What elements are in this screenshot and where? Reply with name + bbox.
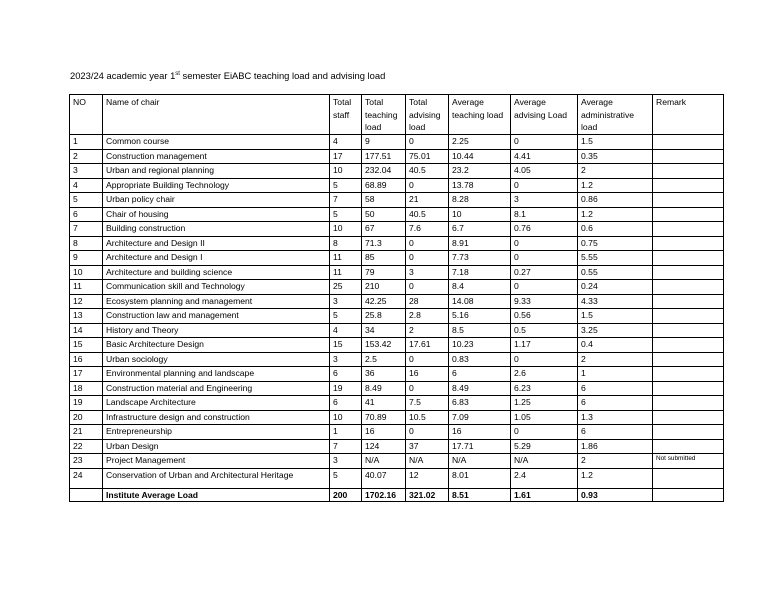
remark-cell	[653, 352, 724, 367]
average-administrative-load-cell: 0.24	[578, 280, 653, 295]
average-teaching-load-cell: 6	[449, 367, 511, 382]
chair-name-cell: Common course	[103, 135, 330, 150]
total-teaching-load-cell: 50	[362, 207, 406, 222]
average-administrative-load-cell: 2	[578, 164, 653, 179]
remark-cell: Not submitted	[653, 454, 724, 469]
total-staff-cell: 7	[330, 439, 362, 454]
total-staff-cell: 10	[330, 410, 362, 425]
total-advising-load-cell: 2.8	[406, 309, 449, 324]
table-row	[70, 396, 724, 411]
table-row	[70, 425, 724, 440]
chair-name-cell: Urban and regional planning	[103, 164, 330, 179]
no-cell: 20	[70, 410, 103, 425]
total-total-advising-load-cell: 321.02	[406, 488, 449, 502]
total-teaching-load-cell: 42.25	[362, 294, 406, 309]
table-row	[70, 193, 724, 208]
total-teaching-load-cell: 36	[362, 367, 406, 382]
remark-cell	[653, 439, 724, 454]
table-row	[70, 454, 724, 469]
title-suffix: semester EiABC teaching load and advising load	[179, 70, 386, 81]
average-teaching-load-cell: 8.4	[449, 280, 511, 295]
average-teaching-load-cell: 7.09	[449, 410, 511, 425]
chair-name-cell: Chair of housing	[103, 207, 330, 222]
remark-cell	[653, 396, 724, 411]
total-advising-load-cell: 21	[406, 193, 449, 208]
average-administrative-load-cell: 1.5	[578, 135, 653, 150]
total-advising-load-cell: 0	[406, 280, 449, 295]
title-superscript: st	[175, 70, 180, 77]
table-row	[70, 135, 724, 150]
no-cell: 17	[70, 367, 103, 382]
table-body	[70, 135, 724, 502]
table-row	[70, 222, 724, 237]
total-teaching-load-cell: 210	[362, 280, 406, 295]
total-average-administrative-load-cell: 0.93	[578, 488, 653, 502]
total-advising-load-cell: 0	[406, 135, 449, 150]
no-cell: 8	[70, 236, 103, 251]
average-teaching-load-cell: 8.01	[449, 468, 511, 488]
average-administrative-load-cell: 5.55	[578, 251, 653, 266]
total-advising-load-cell: 0	[406, 425, 449, 440]
total-staff-cell: 5	[330, 178, 362, 193]
table-row	[70, 338, 724, 353]
total-remark-cell	[653, 488, 724, 502]
total-advising-load-cell: 40.5	[406, 207, 449, 222]
header-no: NO	[70, 95, 103, 135]
remark-cell	[653, 294, 724, 309]
header-average-administrative-load: Average administrative load	[578, 95, 653, 135]
total-average-teaching-load-cell: 8.51	[449, 488, 511, 502]
total-chair-name-cell: Institute Average Load	[103, 488, 330, 502]
total-advising-load-cell: N/A	[406, 454, 449, 469]
no-cell: 2	[70, 149, 103, 164]
table-row	[70, 323, 724, 338]
average-advising-load-cell: 1.05	[511, 410, 578, 425]
remark-cell	[653, 178, 724, 193]
chair-name-cell: Construction material and Engineering	[103, 381, 330, 396]
total-advising-load-cell: 12	[406, 468, 449, 488]
total-row	[70, 488, 724, 502]
table-row	[70, 294, 724, 309]
total-advising-load-cell: 0	[406, 236, 449, 251]
total-staff-cell: 6	[330, 367, 362, 382]
remark-cell	[653, 207, 724, 222]
total-staff-cell: 7	[330, 193, 362, 208]
header-row	[70, 95, 724, 135]
document-title	[70, 70, 385, 81]
total-advising-load-cell: 0	[406, 381, 449, 396]
average-advising-load-cell: 0	[511, 236, 578, 251]
remark-cell	[653, 338, 724, 353]
average-advising-load-cell: 0	[511, 135, 578, 150]
remark-cell	[653, 381, 724, 396]
header-total-teaching-load: Total teaching load	[362, 95, 406, 135]
remark-cell	[653, 149, 724, 164]
no-cell: 13	[70, 309, 103, 324]
average-administrative-load-cell: 3.25	[578, 323, 653, 338]
total-no-cell	[70, 488, 103, 502]
average-teaching-load-cell: 2.25	[449, 135, 511, 150]
total-staff-cell: 15	[330, 338, 362, 353]
chair-name-cell: Communication skill and Technology	[103, 280, 330, 295]
total-staff-cell: 17	[330, 149, 362, 164]
average-administrative-load-cell: 1.86	[578, 439, 653, 454]
average-teaching-load-cell: 17.71	[449, 439, 511, 454]
total-teaching-load-cell: 34	[362, 323, 406, 338]
average-administrative-load-cell: 4.33	[578, 294, 653, 309]
table-row	[70, 149, 724, 164]
average-teaching-load-cell: 5.16	[449, 309, 511, 324]
average-advising-load-cell: 0.76	[511, 222, 578, 237]
total-teaching-load-cell: 9	[362, 135, 406, 150]
average-administrative-load-cell: 6	[578, 381, 653, 396]
total-teaching-load-cell: 2.5	[362, 352, 406, 367]
total-advising-load-cell: 16	[406, 367, 449, 382]
total-teaching-load-cell: 68.89	[362, 178, 406, 193]
load-table	[69, 94, 724, 502]
chair-name-cell: History and Theory	[103, 323, 330, 338]
chair-name-cell: Architecture and Design II	[103, 236, 330, 251]
average-advising-load-cell: 0	[511, 352, 578, 367]
total-advising-load-cell: 7.5	[406, 396, 449, 411]
remark-cell	[653, 193, 724, 208]
total-advising-load-cell: 7.6	[406, 222, 449, 237]
total-teaching-load-cell: N/A	[362, 454, 406, 469]
average-administrative-load-cell: 1.3	[578, 410, 653, 425]
average-teaching-load-cell: 7.73	[449, 251, 511, 266]
total-advising-load-cell: 0	[406, 251, 449, 266]
total-advising-load-cell: 28	[406, 294, 449, 309]
total-total-teaching-load-cell: 1702.16	[362, 488, 406, 502]
total-teaching-load-cell: 25.8	[362, 309, 406, 324]
no-cell: 21	[70, 425, 103, 440]
remark-cell	[653, 468, 724, 488]
no-cell: 24	[70, 468, 103, 488]
total-staff-cell: 4	[330, 135, 362, 150]
average-advising-load-cell: 0	[511, 280, 578, 295]
table-row	[70, 178, 724, 193]
total-staff-cell: 3	[330, 454, 362, 469]
average-advising-load-cell: 0.5	[511, 323, 578, 338]
total-teaching-load-cell: 58	[362, 193, 406, 208]
remark-cell	[653, 410, 724, 425]
chair-name-cell: Architecture and Design I	[103, 251, 330, 266]
table-row	[70, 439, 724, 454]
average-teaching-load-cell: 23.2	[449, 164, 511, 179]
total-staff-cell: 19	[330, 381, 362, 396]
average-administrative-load-cell: 0.35	[578, 149, 653, 164]
average-administrative-load-cell: 0.6	[578, 222, 653, 237]
total-average-advising-load-cell: 1.61	[511, 488, 578, 502]
average-administrative-load-cell: 1.2	[578, 207, 653, 222]
average-advising-load-cell: N/A	[511, 454, 578, 469]
average-advising-load-cell: 3	[511, 193, 578, 208]
total-teaching-load-cell: 177.51	[362, 149, 406, 164]
header-average-teaching-load: Average teaching load	[449, 95, 511, 135]
average-administrative-load-cell: 1.2	[578, 178, 653, 193]
average-teaching-load-cell: N/A	[449, 454, 511, 469]
total-staff-cell: 5	[330, 468, 362, 488]
average-advising-load-cell: 0.27	[511, 265, 578, 280]
chair-name-cell: Basic Architecture Design	[103, 338, 330, 353]
table-row	[70, 352, 724, 367]
average-advising-load-cell: 8.1	[511, 207, 578, 222]
no-cell: 1	[70, 135, 103, 150]
total-teaching-load-cell: 8.49	[362, 381, 406, 396]
total-staff-cell: 8	[330, 236, 362, 251]
remark-cell	[653, 135, 724, 150]
total-teaching-load-cell: 232.04	[362, 164, 406, 179]
total-advising-load-cell: 40.5	[406, 164, 449, 179]
table-row	[70, 468, 724, 488]
chair-name-cell: Urban sociology	[103, 352, 330, 367]
header-name-of-chair: Name of chair	[103, 95, 330, 135]
chair-name-cell: Building construction	[103, 222, 330, 237]
total-teaching-load-cell: 40.07	[362, 468, 406, 488]
chair-name-cell: Environmental planning and landscape	[103, 367, 330, 382]
table-row	[70, 236, 724, 251]
average-administrative-load-cell: 6	[578, 396, 653, 411]
remark-cell	[653, 280, 724, 295]
title-prefix: 2023/24 academic year 1	[70, 70, 176, 81]
total-teaching-load-cell: 16	[362, 425, 406, 440]
table-row	[70, 251, 724, 266]
total-teaching-load-cell: 71.3	[362, 236, 406, 251]
chair-name-cell: Urban Design	[103, 439, 330, 454]
chair-name-cell: Ecosystem planning and management	[103, 294, 330, 309]
table-row	[70, 265, 724, 280]
average-administrative-load-cell: 0.4	[578, 338, 653, 353]
total-advising-load-cell: 37	[406, 439, 449, 454]
total-advising-load-cell: 0	[406, 352, 449, 367]
average-teaching-load-cell: 6.7	[449, 222, 511, 237]
header-average-advising-load: Average advising Load	[511, 95, 578, 135]
no-cell: 19	[70, 396, 103, 411]
no-cell: 22	[70, 439, 103, 454]
average-teaching-load-cell: 8.5	[449, 323, 511, 338]
average-advising-load-cell: 2.6	[511, 367, 578, 382]
table-row	[70, 381, 724, 396]
total-advising-load-cell: 10.5	[406, 410, 449, 425]
total-staff-cell: 10	[330, 222, 362, 237]
no-cell: 5	[70, 193, 103, 208]
table-row	[70, 410, 724, 425]
remark-cell	[653, 251, 724, 266]
average-administrative-load-cell: 2	[578, 454, 653, 469]
total-teaching-load-cell: 67	[362, 222, 406, 237]
no-cell: 6	[70, 207, 103, 222]
average-teaching-load-cell: 8.28	[449, 193, 511, 208]
chair-name-cell: Construction management	[103, 149, 330, 164]
total-staff-cell: 10	[330, 164, 362, 179]
average-teaching-load-cell: 10	[449, 207, 511, 222]
table-row	[70, 280, 724, 295]
total-teaching-load-cell: 41	[362, 396, 406, 411]
average-administrative-load-cell: 0.86	[578, 193, 653, 208]
no-cell: 15	[70, 338, 103, 353]
total-staff-cell: 5	[330, 309, 362, 324]
average-teaching-load-cell: 10.23	[449, 338, 511, 353]
chair-name-cell: Construction law and management	[103, 309, 330, 324]
average-advising-load-cell: 1.17	[511, 338, 578, 353]
no-cell: 12	[70, 294, 103, 309]
chair-name-cell: Entrepreneurship	[103, 425, 330, 440]
average-advising-load-cell: 1.25	[511, 396, 578, 411]
header-remark: Remark	[653, 95, 724, 135]
average-administrative-load-cell: 2	[578, 352, 653, 367]
average-advising-load-cell: 5.29	[511, 439, 578, 454]
total-advising-load-cell: 0	[406, 178, 449, 193]
remark-cell	[653, 236, 724, 251]
total-staff-cell: 11	[330, 251, 362, 266]
average-teaching-load-cell: 14.08	[449, 294, 511, 309]
no-cell: 23	[70, 454, 103, 469]
average-teaching-load-cell: 16	[449, 425, 511, 440]
table-row	[70, 367, 724, 382]
table-row	[70, 207, 724, 222]
average-administrative-load-cell: 1	[578, 367, 653, 382]
average-administrative-load-cell: 0.55	[578, 265, 653, 280]
chair-name-cell: Landscape Architecture	[103, 396, 330, 411]
average-teaching-load-cell: 6.83	[449, 396, 511, 411]
average-teaching-load-cell: 8.91	[449, 236, 511, 251]
total-teaching-load-cell: 70.89	[362, 410, 406, 425]
remark-cell	[653, 367, 724, 382]
chair-name-cell: Project Management	[103, 454, 330, 469]
no-cell: 9	[70, 251, 103, 266]
chair-name-cell: Appropriate Building Technology	[103, 178, 330, 193]
average-teaching-load-cell: 8.49	[449, 381, 511, 396]
average-advising-load-cell: 9.33	[511, 294, 578, 309]
total-teaching-load-cell: 79	[362, 265, 406, 280]
table-row	[70, 309, 724, 324]
header-total-advising-load: Total advising load	[406, 95, 449, 135]
total-staff-cell: 1	[330, 425, 362, 440]
total-advising-load-cell: 2	[406, 323, 449, 338]
average-administrative-load-cell: 6	[578, 425, 653, 440]
total-staff-cell: 25	[330, 280, 362, 295]
average-advising-load-cell: 4.41	[511, 149, 578, 164]
average-advising-load-cell: 0	[511, 425, 578, 440]
remark-cell	[653, 425, 724, 440]
total-staff-cell: 3	[330, 352, 362, 367]
average-advising-load-cell: 0.56	[511, 309, 578, 324]
total-staff-cell: 5	[330, 207, 362, 222]
remark-cell	[653, 222, 724, 237]
total-teaching-load-cell: 124	[362, 439, 406, 454]
average-advising-load-cell: 0	[511, 251, 578, 266]
remark-cell	[653, 164, 724, 179]
average-administrative-load-cell: 1.5	[578, 309, 653, 324]
no-cell: 14	[70, 323, 103, 338]
total-staff-cell: 11	[330, 265, 362, 280]
total-total-staff-cell: 200	[330, 488, 362, 502]
total-staff-cell: 4	[330, 323, 362, 338]
no-cell: 4	[70, 178, 103, 193]
average-teaching-load-cell: 10.44	[449, 149, 511, 164]
header-total-staff: Total staff	[330, 95, 362, 135]
chair-name-cell: Architecture and building science	[103, 265, 330, 280]
table-row	[70, 164, 724, 179]
no-cell: 10	[70, 265, 103, 280]
remark-cell	[653, 309, 724, 324]
average-advising-load-cell: 0	[511, 178, 578, 193]
average-administrative-load-cell: 0.75	[578, 236, 653, 251]
average-advising-load-cell: 2.4	[511, 468, 578, 488]
chair-name-cell: Infrastructure design and construction	[103, 410, 330, 425]
no-cell: 7	[70, 222, 103, 237]
average-administrative-load-cell: 1.2	[578, 468, 653, 488]
no-cell: 3	[70, 164, 103, 179]
no-cell: 11	[70, 280, 103, 295]
no-cell: 18	[70, 381, 103, 396]
remark-cell	[653, 323, 724, 338]
total-advising-load-cell: 75.01	[406, 149, 449, 164]
average-teaching-load-cell: 7.18	[449, 265, 511, 280]
chair-name-cell: Urban policy chair	[103, 193, 330, 208]
chair-name-cell: Conservation of Urban and Architectural Heritage	[103, 468, 330, 488]
remark-cell	[653, 265, 724, 280]
average-teaching-load-cell: 0.83	[449, 352, 511, 367]
total-teaching-load-cell: 153.42	[362, 338, 406, 353]
total-staff-cell: 3	[330, 294, 362, 309]
total-advising-load-cell: 3	[406, 265, 449, 280]
no-cell: 16	[70, 352, 103, 367]
average-advising-load-cell: 6.23	[511, 381, 578, 396]
average-teaching-load-cell: 13.78	[449, 178, 511, 193]
average-advising-load-cell: 4.05	[511, 164, 578, 179]
total-staff-cell: 6	[330, 396, 362, 411]
total-teaching-load-cell: 85	[362, 251, 406, 266]
total-advising-load-cell: 17.61	[406, 338, 449, 353]
